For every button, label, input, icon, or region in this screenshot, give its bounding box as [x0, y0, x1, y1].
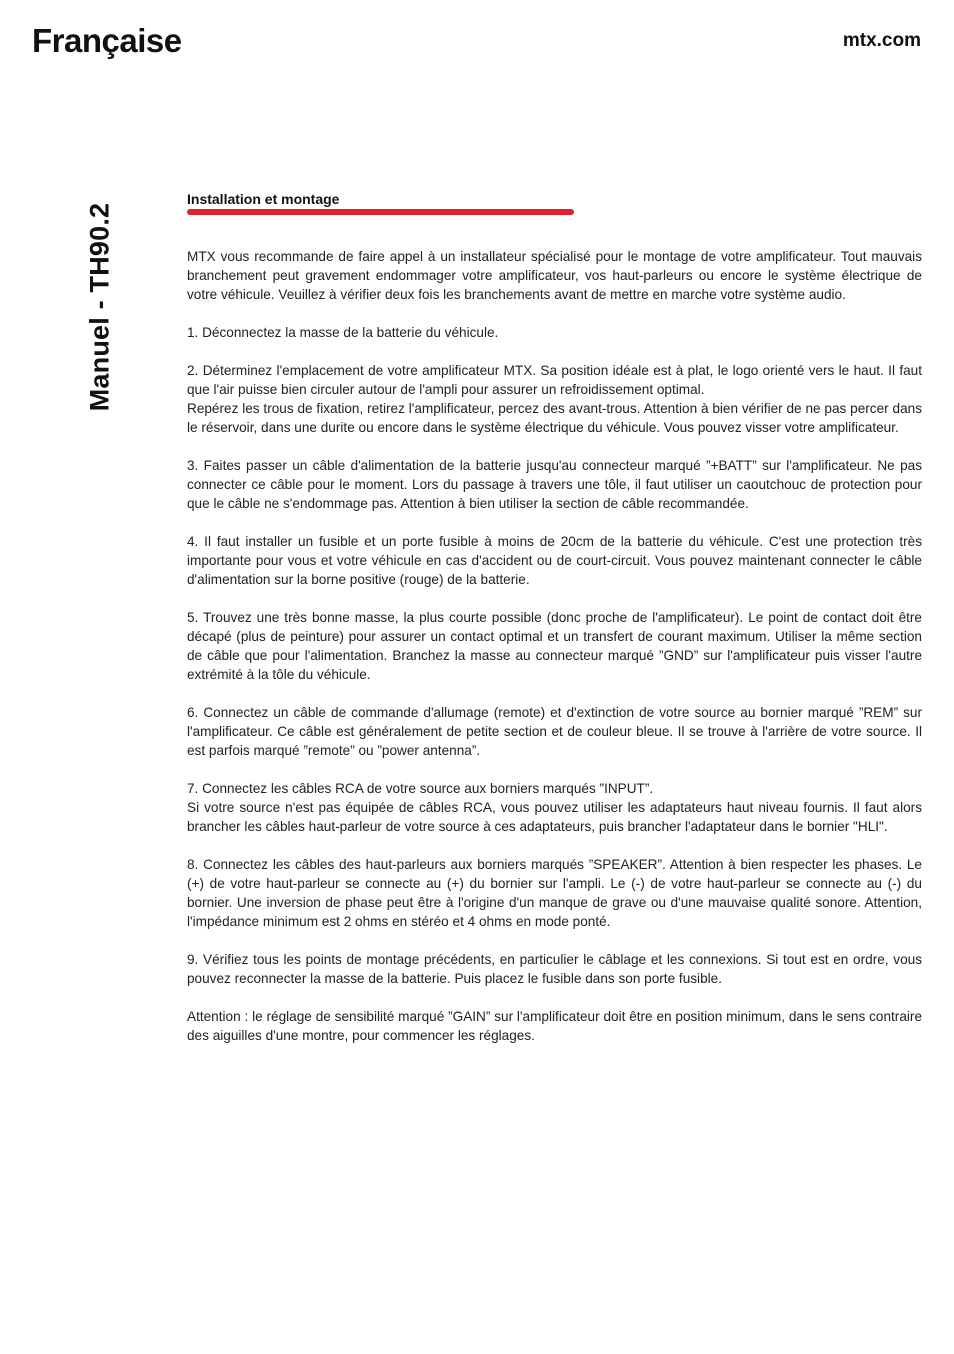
- website-label: mtx.com: [842, 30, 921, 51]
- paragraph-line: 4. Il faut installer un fusible et un porte fusible à moins de 20cm de la batterie du véhicule. C'est une protection très importante pour vous et votre véhicule en cas d'accident ou de court-circuit. Vous pouvez maintenant connecter le câble d'alimentation sur la borne positive (rouge) de la batterie.: [187, 534, 922, 587]
- paragraph-line: Repérez les trous de fixation, retirez l'amplificateur, percez des avant-trous. Attention à bien vérifier de ne pas percer dans le réservoir, dans une durite ou encore dans le système électrique du véhicule. Vous pouvez visser votre amplificateur.: [187, 401, 922, 435]
- instruction-paragraph: [187, 855, 922, 931]
- paragraph-line: 2. Déterminez l'emplacement de votre amplificateur MTX. Sa position idéale est à plat, le logo orienté vers le haut. Il faut que l'air puisse bien circuler autour de l'ampli pour assurer un refroidissement optimal.: [187, 363, 922, 397]
- instruction-paragraph: [187, 456, 922, 513]
- paragraph-line: 3. Faites passer un câble d'alimentation de la batterie jusqu'au connecteur marqué ”+BATT” sur l'amplificateur. Ne pas connecter ce câble pour le moment. Lors du passage à travers une tôle, il faut utiliser un caoutchouc de protection pour que le câble ne s'endommage pas. Attention à bien utiliser la section de câble recommandée.: [187, 458, 922, 511]
- instruction-paragraph: [187, 532, 922, 589]
- instruction-paragraph: [187, 779, 922, 836]
- instruction-paragraph: [187, 703, 922, 760]
- section-heading: Installation et montage: [187, 191, 340, 207]
- page-title: Française: [32, 22, 182, 59]
- instruction-paragraph: [187, 950, 922, 988]
- paragraph-line: 5. Trouvez une très bonne masse, la plus courte possible (donc proche de l'amplificateur). Le point de contact doit être décapé (plus de peinture) pour assurer un contact optimal et un transfert de courant maximum. Utiliser la même section de câble que pour l'alimentation. Branchez la masse au connecteur marqué ”GND” sur l'amplificateur puis visser l'autre extrémité à la tôle du véhicule.: [187, 610, 922, 682]
- paragraph-line: MTX vous recommande de faire appel à un installateur spécialisé pour le montage de votre amplificateur. Tout mauvais branchement peut gravement endommager votre amplificateur, vos haut-parleurs ou encore le système électrique de votre véhicule. Veuillez à vérifier deux fois les branchements avant de mettre en marche votre système audio.: [187, 249, 922, 302]
- instruction-paragraph: [187, 1007, 922, 1045]
- section-accent-rule: [187, 209, 574, 215]
- manual-title: Manuel - TH90.2: [84, 202, 115, 412]
- paragraph-line: 8. Connectez les câbles des haut-parleurs aux borniers marqués ”SPEAKER”. Attention à bien respecter les phases. Le (+) de votre haut-parleur se connecte au (+) du bornier sur l'ampli. Le (-) de votre haut-parleur se connecte au (-) du bornier. Une inversion de phase peut être à l'origine d'un manque de grave ou d'une mauvaise qualité sonore. Attention, l'impédance minimum est 2 ohms en stéréo et 4 ohms en mode ponté.: [187, 857, 922, 929]
- instructions-body: [187, 247, 922, 1064]
- paragraph-line: 6. Connectez un câble de commande d'allumage (remote) et d'extinction de votre source au bornier marqué ”REM” sur l'amplificateur. Ce câble est généralement de petite section et de couleur bleue. Il se trouve à l'arrière de votre source. Il est parfois marqué ”remote” ou ”power antenna”.: [187, 705, 922, 758]
- instruction-paragraph: [187, 323, 922, 342]
- paragraph-line: Attention : le réglage de sensibilité marqué ”GAIN” sur l'amplificateur doit être en position minimum, dans le sens contraire des aiguilles d'une montre, pour commencer les réglages.: [187, 1009, 922, 1043]
- paragraph-line: 7. Connectez les câbles RCA de votre source aux borniers marqués ”INPUT”.: [187, 781, 654, 796]
- paragraph-line: 1. Déconnectez la masse de la batterie du véhicule.: [187, 325, 499, 340]
- paragraph-line: Si votre source n'est pas équipée de câbles RCA, vous pouvez utiliser les adaptateurs haut niveau fournis. Il faut alors brancher les câbles haut-parleur de votre source à ces adaptateurs, puis brancher l'adaptateur dans le bornier "HLI".: [187, 800, 922, 834]
- instruction-paragraph: [187, 247, 922, 304]
- instruction-paragraph: [187, 361, 922, 437]
- paragraph-line: 9. Vérifiez tous les points de montage précédents, en particulier le câblage et les connexions. Si tout est en ordre, vous pouvez reconnecter la masse de la batterie. Puis placez le fusible dans son porte fusible.: [187, 952, 922, 986]
- instruction-paragraph: [187, 608, 922, 684]
